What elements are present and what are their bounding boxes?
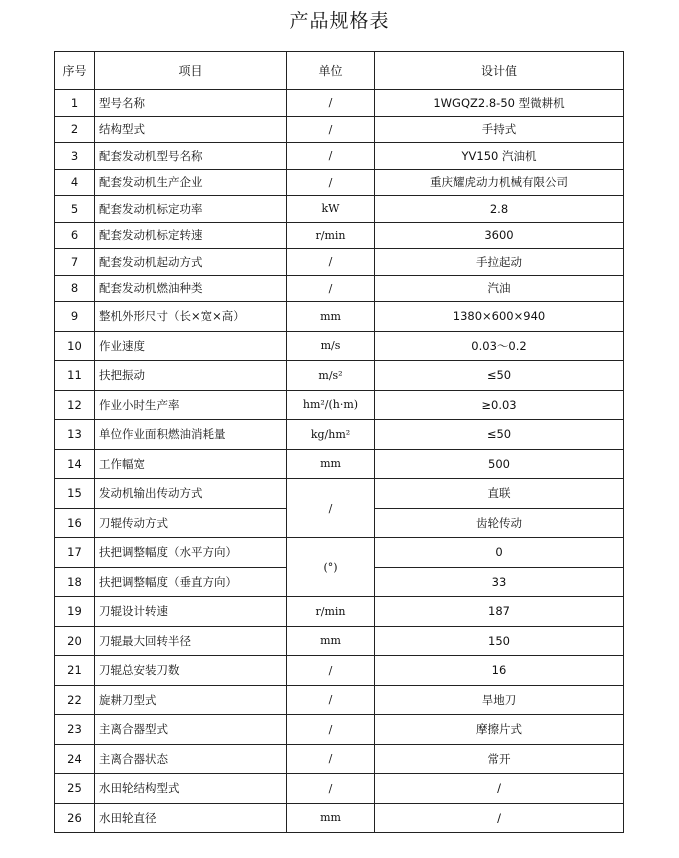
row-no: 11 bbox=[55, 361, 95, 391]
row-value: 重庆耀虎动力机械有限公司 bbox=[375, 169, 624, 196]
row-item: 作业小时生产率 bbox=[95, 390, 287, 420]
row-no: 21 bbox=[55, 656, 95, 686]
row-value: 33 bbox=[375, 567, 624, 597]
table-row bbox=[55, 116, 624, 143]
row-item: 旋耕刀型式 bbox=[95, 685, 287, 715]
table-row bbox=[55, 479, 624, 509]
row-no: 25 bbox=[55, 774, 95, 804]
table-row bbox=[55, 196, 624, 223]
row-item: 配套发动机起动方式 bbox=[95, 249, 287, 276]
row-item: 水田轮结构型式 bbox=[95, 774, 287, 804]
row-unit: r/min bbox=[287, 597, 375, 627]
row-unit: / bbox=[287, 774, 375, 804]
row-unit: kg/hm² bbox=[287, 420, 375, 450]
header-row bbox=[55, 52, 624, 90]
row-no: 9 bbox=[55, 302, 95, 332]
row-unit: mm bbox=[287, 803, 375, 833]
row-unit: / bbox=[287, 656, 375, 686]
row-unit: kW bbox=[287, 196, 375, 223]
row-value: ≥0.03 bbox=[375, 390, 624, 420]
table-row bbox=[55, 275, 624, 302]
row-item: 配套发动机标定转速 bbox=[95, 222, 287, 249]
row-unit: (°) bbox=[287, 538, 375, 597]
row-no: 8 bbox=[55, 275, 95, 302]
row-no: 5 bbox=[55, 196, 95, 223]
row-unit: m/s bbox=[287, 331, 375, 361]
row-unit: / bbox=[287, 685, 375, 715]
spec-table bbox=[54, 51, 624, 833]
table-row bbox=[55, 331, 624, 361]
row-value: 常开 bbox=[375, 744, 624, 774]
row-item: 发动机输出传动方式 bbox=[95, 479, 287, 509]
row-value: 2.8 bbox=[375, 196, 624, 223]
row-value: 手拉起动 bbox=[375, 249, 624, 276]
row-unit: / bbox=[287, 116, 375, 143]
row-no: 12 bbox=[55, 390, 95, 420]
row-item: 刀辊总安装刀数 bbox=[95, 656, 287, 686]
table-row bbox=[55, 302, 624, 332]
row-item: 水田轮直径 bbox=[95, 803, 287, 833]
table-row bbox=[55, 656, 624, 686]
row-unit: / bbox=[287, 143, 375, 170]
row-item: 主离合器型式 bbox=[95, 715, 287, 745]
row-item: 配套发动机生产企业 bbox=[95, 169, 287, 196]
row-item: 作业速度 bbox=[95, 331, 287, 361]
row-no: 1 bbox=[55, 90, 95, 117]
header-no: 序号 bbox=[55, 52, 95, 90]
row-value: ≤50 bbox=[375, 420, 624, 450]
row-item: 配套发动机燃油种类 bbox=[95, 275, 287, 302]
row-no: 14 bbox=[55, 449, 95, 479]
header-value: 设计值 bbox=[375, 52, 624, 90]
row-no: 26 bbox=[55, 803, 95, 833]
row-item: 单位作业面积燃油消耗量 bbox=[95, 420, 287, 450]
table-row bbox=[55, 744, 624, 774]
row-value: / bbox=[375, 774, 624, 804]
row-item: 工作幅宽 bbox=[95, 449, 287, 479]
row-no: 7 bbox=[55, 249, 95, 276]
row-no: 4 bbox=[55, 169, 95, 196]
row-unit: m/s² bbox=[287, 361, 375, 391]
row-value: 汽油 bbox=[375, 275, 624, 302]
row-unit: / bbox=[287, 169, 375, 196]
row-item: 配套发动机标定功率 bbox=[95, 196, 287, 223]
table-row bbox=[55, 538, 624, 568]
table-row bbox=[55, 715, 624, 745]
row-no: 6 bbox=[55, 222, 95, 249]
row-item: 扶把调整幅度（垂直方向） bbox=[95, 567, 287, 597]
row-value: 500 bbox=[375, 449, 624, 479]
row-no: 3 bbox=[55, 143, 95, 170]
table-row bbox=[55, 361, 624, 391]
table-row bbox=[55, 143, 624, 170]
table-row bbox=[55, 420, 624, 450]
row-value: 150 bbox=[375, 626, 624, 656]
table-row bbox=[55, 169, 624, 196]
row-unit: / bbox=[287, 479, 375, 538]
table-row bbox=[55, 774, 624, 804]
row-unit: / bbox=[287, 275, 375, 302]
row-item: 刀辊设计转速 bbox=[95, 597, 287, 627]
header-item: 项目 bbox=[95, 52, 287, 90]
table-row bbox=[55, 249, 624, 276]
row-value: 旱地刀 bbox=[375, 685, 624, 715]
row-item: 整机外形尺寸（长×宽×高） bbox=[95, 302, 287, 332]
row-no: 17 bbox=[55, 538, 95, 568]
row-no: 23 bbox=[55, 715, 95, 745]
row-item: 刀辊最大回转半径 bbox=[95, 626, 287, 656]
table-row bbox=[55, 390, 624, 420]
table-row bbox=[55, 222, 624, 249]
row-item: 刀辊传动方式 bbox=[95, 508, 287, 538]
row-unit: mm bbox=[287, 449, 375, 479]
row-value: 1380×600×940 bbox=[375, 302, 624, 332]
row-no: 13 bbox=[55, 420, 95, 450]
row-value: 0 bbox=[375, 538, 624, 568]
row-item: 结构型式 bbox=[95, 116, 287, 143]
row-no: 10 bbox=[55, 331, 95, 361]
row-unit: / bbox=[287, 90, 375, 117]
row-unit: mm bbox=[287, 626, 375, 656]
row-item: 扶把振动 bbox=[95, 361, 287, 391]
row-no: 20 bbox=[55, 626, 95, 656]
row-value: 0.03～0.2 bbox=[375, 331, 624, 361]
row-unit: / bbox=[287, 715, 375, 745]
row-unit: hm²/(h·m) bbox=[287, 390, 375, 420]
row-value: / bbox=[375, 803, 624, 833]
row-value: 摩擦片式 bbox=[375, 715, 624, 745]
row-value: 16 bbox=[375, 656, 624, 686]
row-no: 2 bbox=[55, 116, 95, 143]
row-no: 18 bbox=[55, 567, 95, 597]
row-value: 187 bbox=[375, 597, 624, 627]
table-row bbox=[55, 449, 624, 479]
page-title: 产品规格表 bbox=[289, 10, 390, 32]
row-item: 型号名称 bbox=[95, 90, 287, 117]
table-row bbox=[55, 90, 624, 117]
row-value: 1WGQZ2.8-50 型微耕机 bbox=[375, 90, 624, 117]
row-value: 3600 bbox=[375, 222, 624, 249]
header-unit: 单位 bbox=[287, 52, 375, 90]
row-unit: r/min bbox=[287, 222, 375, 249]
row-unit: / bbox=[287, 249, 375, 276]
table-row bbox=[55, 803, 624, 833]
row-no: 24 bbox=[55, 744, 95, 774]
row-value: ≤50 bbox=[375, 361, 624, 391]
row-unit: / bbox=[287, 744, 375, 774]
row-value: 手持式 bbox=[375, 116, 624, 143]
row-no: 22 bbox=[55, 685, 95, 715]
row-item: 扶把调整幅度（水平方向） bbox=[95, 538, 287, 568]
row-value: 齿轮传动 bbox=[375, 508, 624, 538]
row-no: 16 bbox=[55, 508, 95, 538]
row-value: YV150 汽油机 bbox=[375, 143, 624, 170]
row-unit: mm bbox=[287, 302, 375, 332]
table-row bbox=[55, 597, 624, 627]
table-row bbox=[55, 685, 624, 715]
row-no: 15 bbox=[55, 479, 95, 509]
row-no: 19 bbox=[55, 597, 95, 627]
table-row bbox=[55, 626, 624, 656]
row-value: 直联 bbox=[375, 479, 624, 509]
row-item: 主离合器状态 bbox=[95, 744, 287, 774]
row-item: 配套发动机型号名称 bbox=[95, 143, 287, 170]
